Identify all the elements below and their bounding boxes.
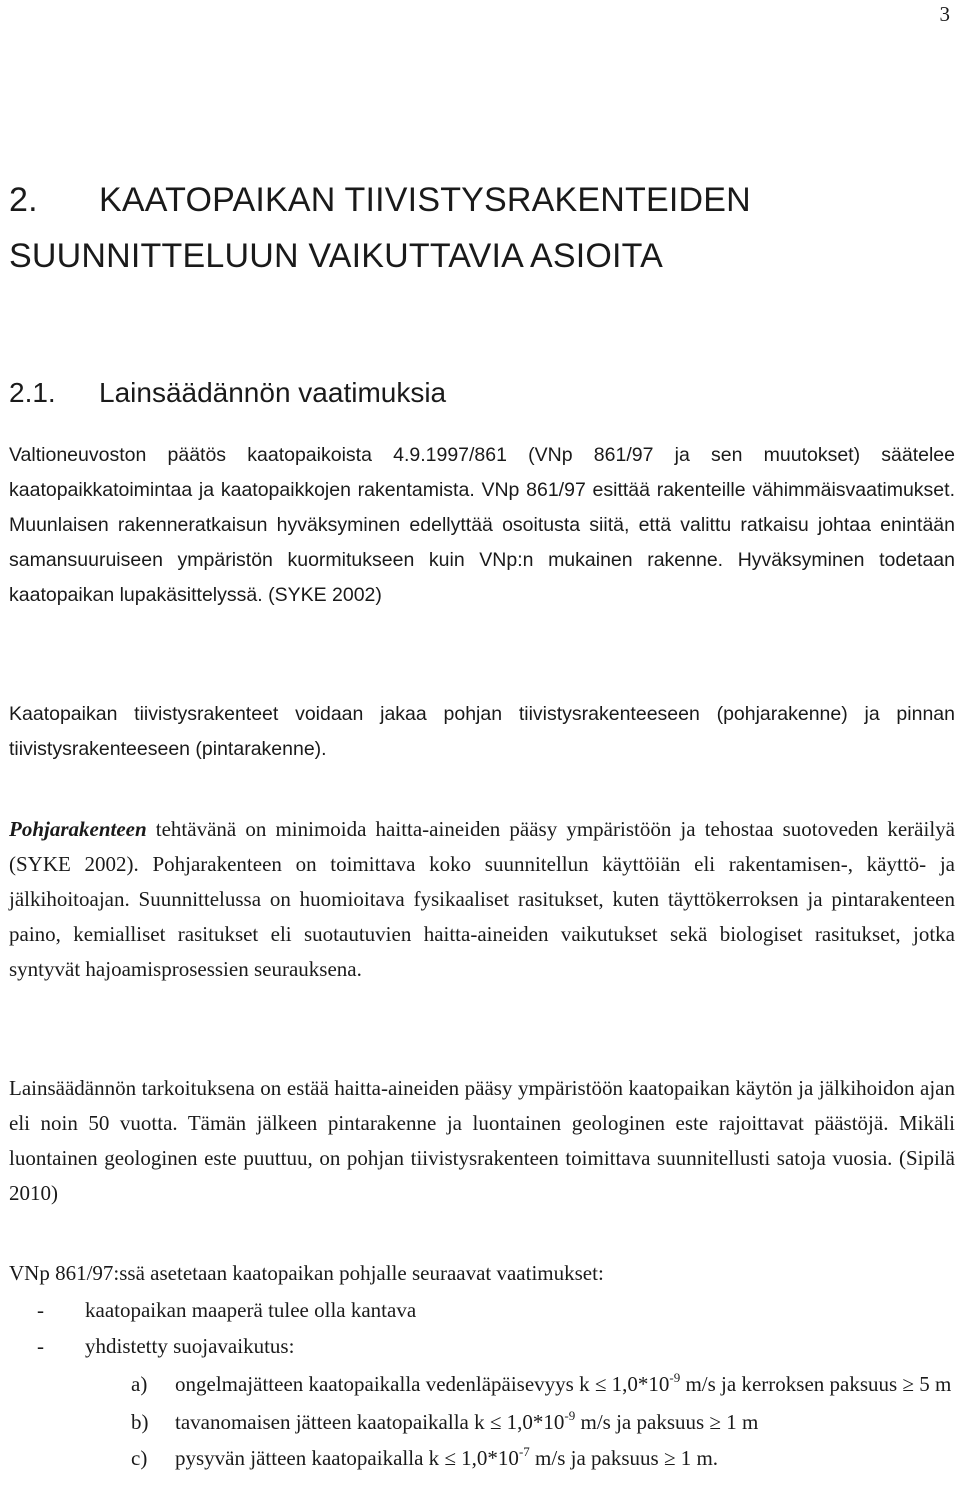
page-number: 3 <box>939 2 950 26</box>
sublist-item-b <box>9 1404 955 1440</box>
sublist-mark: c) <box>131 1446 148 1470</box>
exponent: -9 <box>669 1370 681 1385</box>
sublist-text <box>175 1404 955 1440</box>
sublist-text-pre: tavanomaisen jätteen kaatopaikalla k ≤ 1,0*10 <box>175 1410 565 1434</box>
chapter-heading <box>9 172 751 284</box>
protection-sublist <box>9 1366 955 1476</box>
chapter-number: 2. <box>9 181 38 219</box>
sublist-text-post: m/s ja paksuus ≥ 1 m <box>575 1410 759 1434</box>
sublist-text <box>175 1366 955 1402</box>
section-title: Lainsäädännön vaatimuksia <box>99 377 447 408</box>
paragraph-requirements-intro: VNp 861/97:ssä asetetaan kaatopaikan pohjalle seuraavat vaatimukset: <box>9 1261 604 1285</box>
exponent: -7 <box>518 1444 530 1459</box>
chapter-title-line2: SUUNNITTELUUN VAIKUTTAVIA ASIOITA <box>9 237 663 275</box>
sublist-mark: a) <box>131 1372 148 1396</box>
list-dash: - <box>37 1298 44 1322</box>
section-number: 2.1. <box>9 377 56 408</box>
requirements-list <box>9 1292 955 1364</box>
sublist-text-post: m/s ja kerroksen paksuus ≥ 5 m <box>680 1372 952 1396</box>
list-item-text: kaatopaikan maaperä tulee olla kantava <box>85 1298 417 1322</box>
sublist-item-c <box>9 1440 955 1476</box>
list-item-text: yhdistetty suojavaikutus: <box>85 1334 295 1358</box>
list-item <box>9 1292 955 1328</box>
sublist-text-pre: pysyvän jätteen kaatopaikalla k ≤ 1,0*10 <box>175 1446 519 1470</box>
paragraph-structures: Kaatopaikan tiivistysrakenteet voidaan jakaa pohjan tiivistysrakenteeseen (pohjarakenne) ja pinnan tiivistysrakenteeseen (pintarakenne). <box>9 703 955 760</box>
sublist-mark: b) <box>131 1410 149 1434</box>
sublist-item-a <box>9 1366 955 1402</box>
sublist-text-post: m/s ja paksuus ≥ 1 m. <box>529 1446 719 1470</box>
exponent: -9 <box>564 1408 576 1423</box>
base-structure-term: Pohjarakenteen <box>9 817 147 841</box>
section-heading <box>9 370 446 416</box>
paragraph-base-structure <box>9 812 955 987</box>
paragraph-legislation: Valtioneuvoston päätös kaatopaikoista 4.9.1997/861 (VNp 861/97 ja sen muutokset) säätelee kaatopaikkatoimintaa ja kaatopaikkojen rakentamista. VNp 861/97 esittää rakenteille vähimmäisvaatimukset. Muunlaisen rakenneratkaisun hyväksyminen edellyttää osoitusta siitä, että valittu ratkaisu johtaa enintään samansuuruiseen ympäristön kuormitukseen kuin VNp:n mukainen rakenne. Hyväksyminen todetaan kaatopaikan lupakäsittelyssä. (SYKE 2002) <box>9 444 955 606</box>
sublist-text <box>175 1440 955 1476</box>
sublist-text-pre: ongelmajätteen kaatopaikalla vedenläpäisevyys k ≤ 1,0*10 <box>175 1372 670 1396</box>
chapter-title-line1: KAATOPAIKAN TIIVISTYSRAKENTEIDEN <box>99 181 751 219</box>
list-item <box>9 1328 955 1364</box>
list-dash: - <box>37 1334 44 1358</box>
base-structure-text: tehtävänä on minimoida haitta-aineiden pääsy ympäristöön ja tehostaa suotoveden keräilyä (SYKE 2002). Pohjarakenteen on toimittava koko suunnitellun käyttöiän eli rakentamisen-, käyttö- ja jälkihoitoajan. Suunnittelussa on huomioitava fysikaaliset rasitukset, kuten täyttökerroksen ja pintarakenteen paino, kemialliset rasitukset eli suotautuvien haitta-aineiden vaikutukset sekä biologiset rasitukset, jotka syntyvät hajoamisprosessien seurauksena. <box>9 817 955 981</box>
paragraph-legislation-purpose: Lainsäädännön tarkoituksena on estää haitta-aineiden pääsy ympäristöön kaatopaikan käytön ja jälkihoidon ajan eli noin 50 vuotta. Tämän jälkeen pintarakenne ja luontainen geologinen este rajoittavat päästöjä. Mikäli luontainen geologinen este puuttuu, on pohjan tiivistysrakenteen toimittava suunnitellusti satoja vuosia. (Sipilä 2010) <box>9 1076 955 1205</box>
